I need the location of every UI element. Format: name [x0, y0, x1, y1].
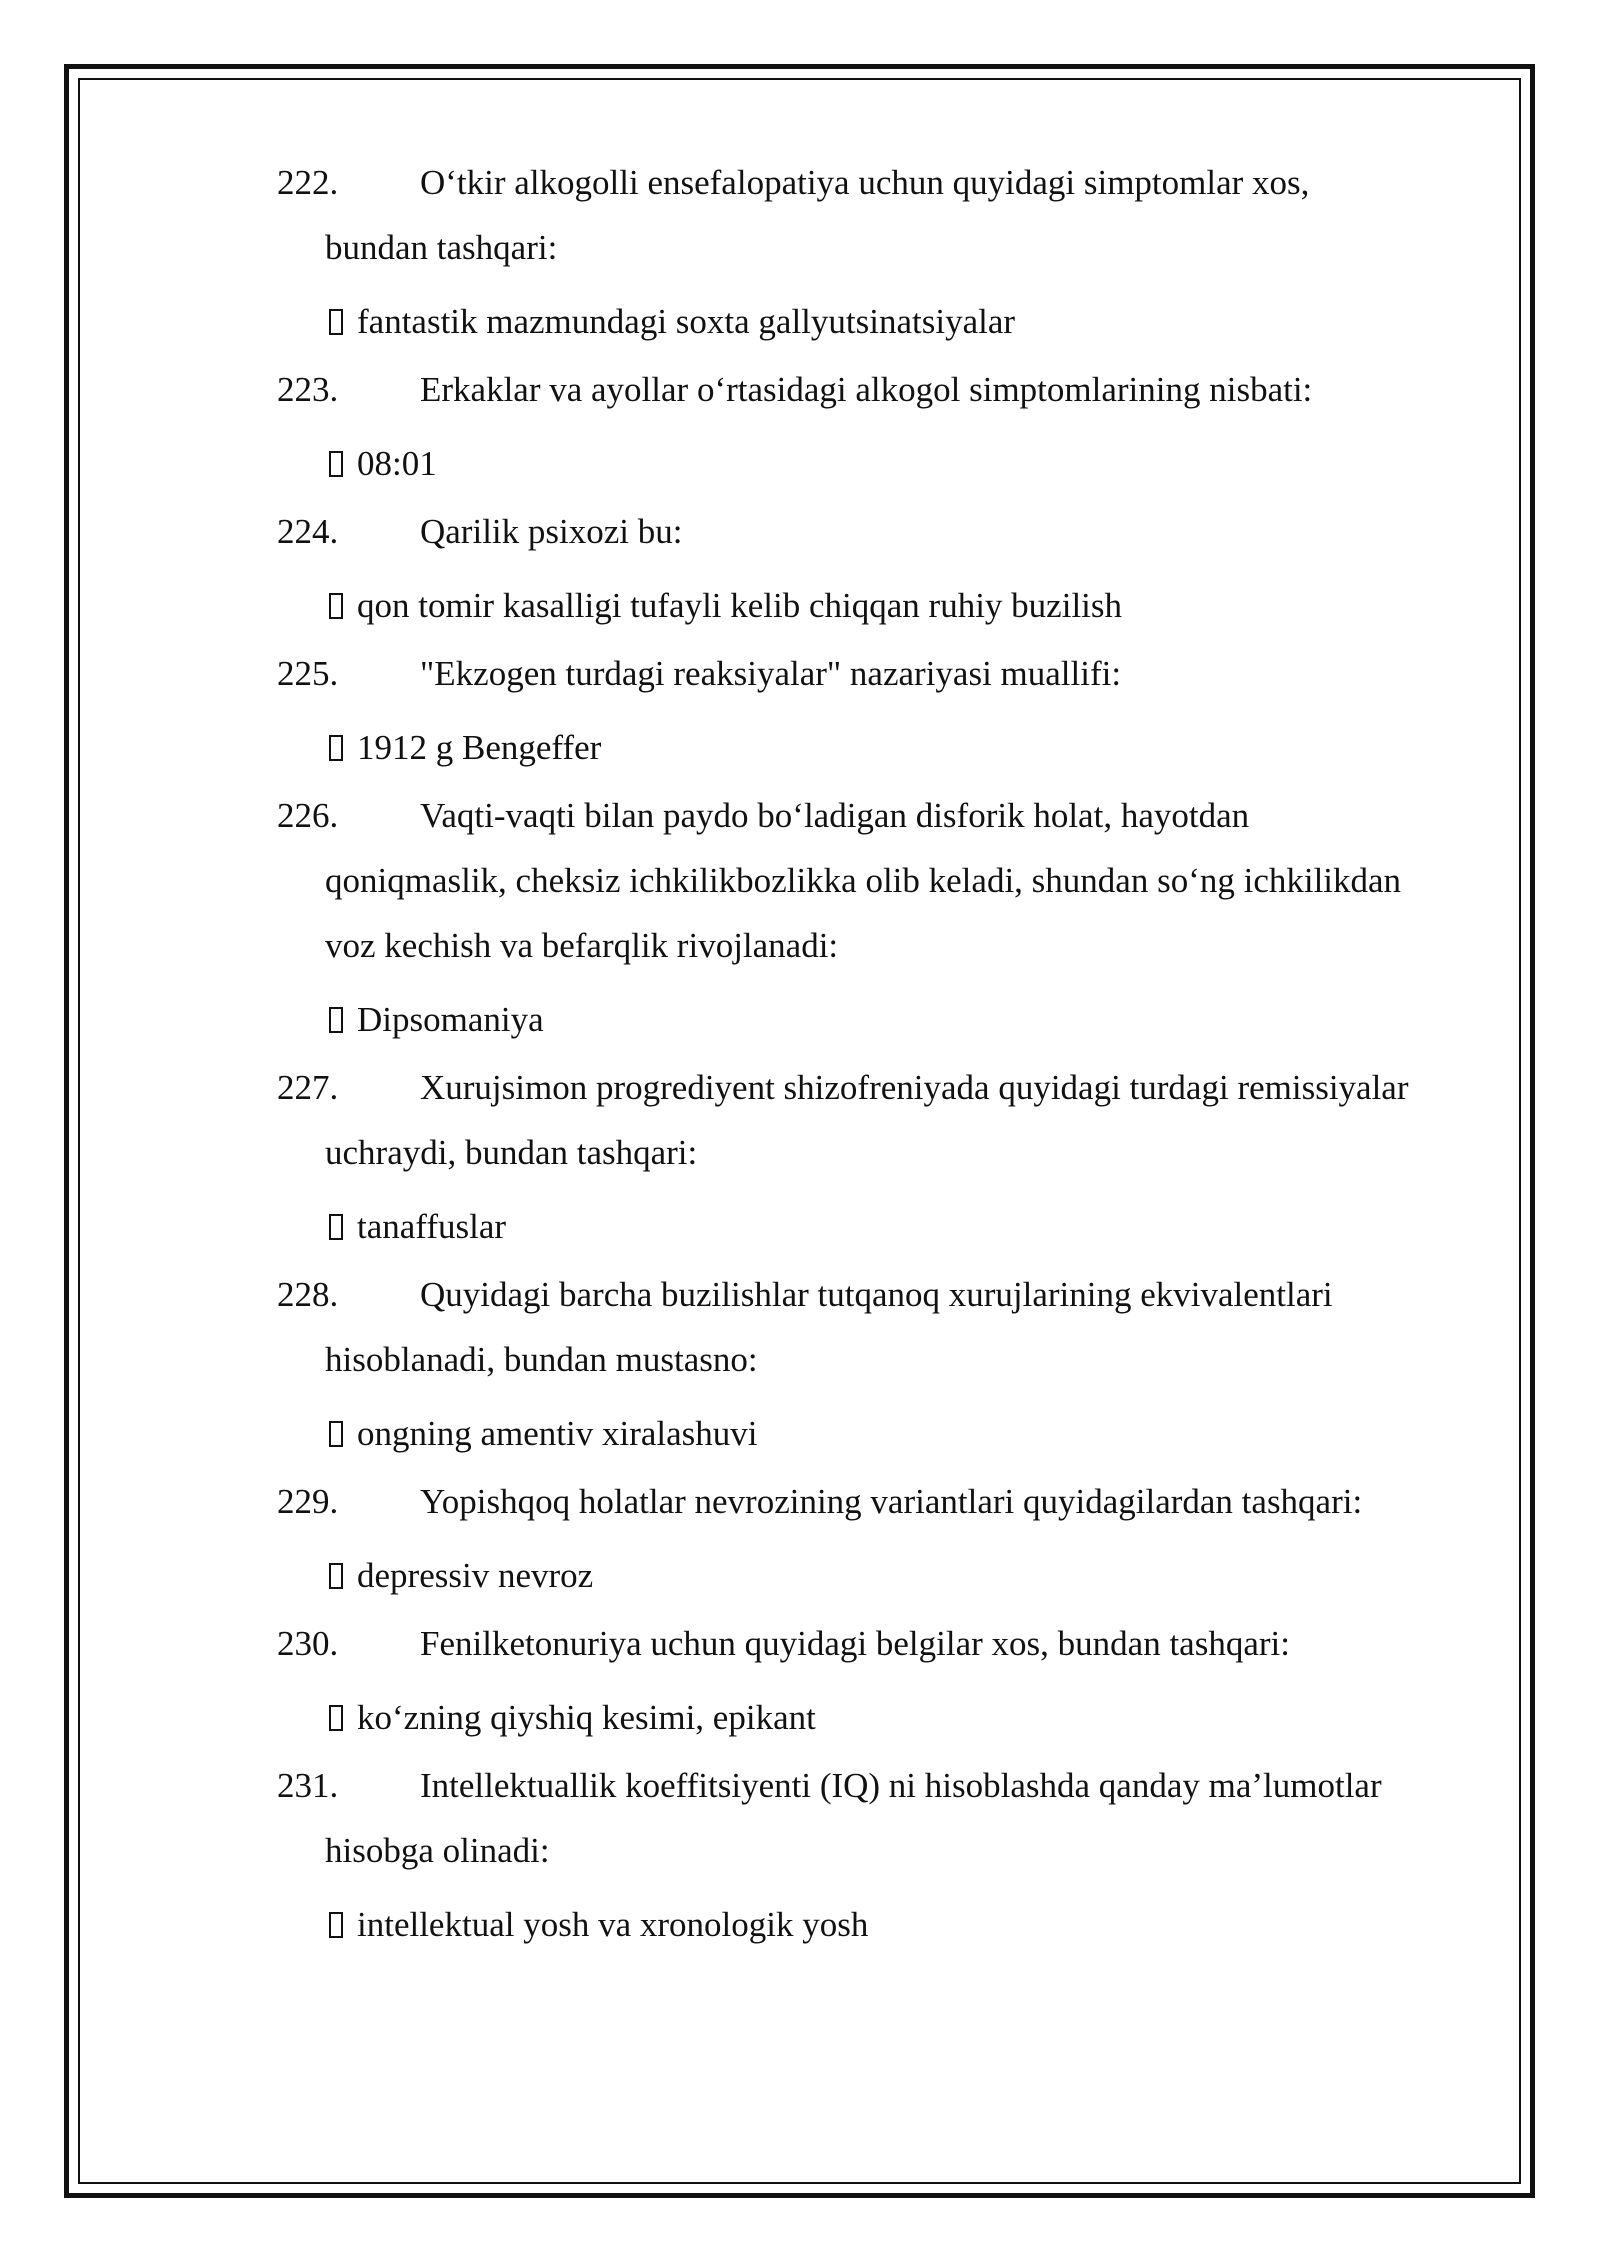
question-text: "Ekzogen turdagi reaksiyalar" nazariyasi muallifi:	[420, 654, 1122, 693]
question	[277, 1611, 1502, 1676]
question-text-continued: hisobga olinadi:	[325, 1831, 550, 1870]
missing-glyph-box-icon	[329, 1421, 343, 1447]
answer	[277, 1414, 1502, 1454]
answer	[277, 1556, 1502, 1596]
question	[277, 499, 1502, 564]
answer-text: ko‘zning qiyshiq kesimi, epikant	[357, 1698, 816, 1737]
question-text: Vaqti-vaqti bilan paydo bo‘ladigan disforik holat, hayotdan	[420, 796, 1250, 835]
answer	[277, 1905, 1502, 1945]
answer	[277, 586, 1502, 626]
answer	[277, 1000, 1502, 1040]
answer-text: 1912 g Bengeffer	[357, 728, 602, 767]
question-item	[277, 1055, 1502, 1247]
question-item	[277, 357, 1502, 484]
question	[277, 1753, 1502, 1883]
missing-glyph-box-icon	[329, 1214, 343, 1240]
question	[277, 783, 1502, 978]
question-number: 222.	[277, 163, 339, 202]
answer	[277, 1207, 1502, 1247]
question-number: 226.	[277, 796, 339, 835]
question-item	[277, 499, 1502, 626]
question-text: Yopishqoq holatlar nevrozining variantlari quyidagilardan tashqari:	[420, 1482, 1363, 1521]
answer-text: qon tomir kasalligi tufayli kelib chiqqan ruhiy buzilish	[357, 586, 1123, 625]
answer-text: fantastik mazmundagi soxta gallyutsinatsiyalar	[357, 302, 1016, 341]
question	[277, 357, 1502, 422]
answer	[277, 444, 1502, 484]
question-number: 227.	[277, 1068, 339, 1107]
question-number: 223.	[277, 370, 339, 409]
question	[277, 150, 1502, 280]
answer-text: ongning amentiv xiralashuvi	[357, 1414, 758, 1453]
missing-glyph-box-icon	[329, 1912, 343, 1938]
answer-text: 08:01	[357, 444, 437, 483]
question-text-continued: bundan tashqari:	[325, 228, 558, 267]
missing-glyph-box-icon	[329, 735, 343, 761]
question-text: Xurujsimon progrediyent shizofreniyada quyidagi turdagi remissiyalar	[420, 1068, 1409, 1107]
question	[277, 1469, 1502, 1534]
question-item	[277, 1753, 1502, 1945]
question-list	[277, 150, 1502, 1960]
answer-text: depressiv nevroz	[357, 1556, 594, 1595]
question-text: Quyidagi barcha buzilishlar tutqanoq xurujlarining ekvivalentlari	[420, 1275, 1333, 1314]
missing-glyph-box-icon	[329, 309, 343, 335]
question-number: 228.	[277, 1275, 339, 1314]
question-text-continued: hisoblanadi, bundan mustasno:	[325, 1340, 758, 1379]
missing-glyph-box-icon	[329, 451, 343, 477]
answer-text: Dipsomaniya	[357, 1000, 544, 1039]
question-text-continued: uchraydi, bundan tashqari:	[325, 1133, 698, 1172]
question-text: Qarilik psixozi bu:	[420, 512, 683, 551]
question-item	[277, 1611, 1502, 1738]
question	[277, 641, 1502, 706]
question-text-continued: voz kechish va befarqlik rivojlanadi:	[325, 926, 839, 965]
question	[277, 1262, 1502, 1392]
question-text-continued: qoniqmaslik, cheksiz ichkilikbozlikka olib keladi, shundan so‘ng ichkilikdan	[325, 861, 1402, 900]
question-item	[277, 783, 1502, 1040]
question-text: Intellektuallik koeffitsiyenti (IQ) ni hisoblashda qanday ma’lumotlar	[420, 1766, 1382, 1805]
answer	[277, 1698, 1502, 1738]
answer	[277, 728, 1502, 768]
question-number: 231.	[277, 1766, 339, 1805]
answer-text: intellektual yosh va xronologik yosh	[357, 1905, 869, 1944]
answer-text: tanaffuslar	[357, 1207, 507, 1246]
answer	[277, 302, 1502, 342]
question-item	[277, 150, 1502, 342]
question-item	[277, 1469, 1502, 1596]
missing-glyph-box-icon	[329, 593, 343, 619]
missing-glyph-box-icon	[329, 1007, 343, 1033]
question-text: Fenilketonuriya uchun quyidagi belgilar xos, bundan tashqari:	[420, 1624, 1290, 1663]
question-text: O‘tkir alkogolli ensefalopatiya uchun quyidagi simptomlar xos,	[420, 163, 1310, 202]
question-item	[277, 641, 1502, 768]
missing-glyph-box-icon	[329, 1563, 343, 1589]
question-number: 229.	[277, 1482, 339, 1521]
question-number: 230.	[277, 1624, 339, 1663]
question-number: 225.	[277, 654, 339, 693]
question-number: 224.	[277, 512, 339, 551]
missing-glyph-box-icon	[329, 1705, 343, 1731]
question-item	[277, 1262, 1502, 1454]
question	[277, 1055, 1502, 1185]
question-text: Erkaklar va ayollar o‘rtasidagi alkogol simptomlarining nisbati:	[420, 370, 1313, 409]
